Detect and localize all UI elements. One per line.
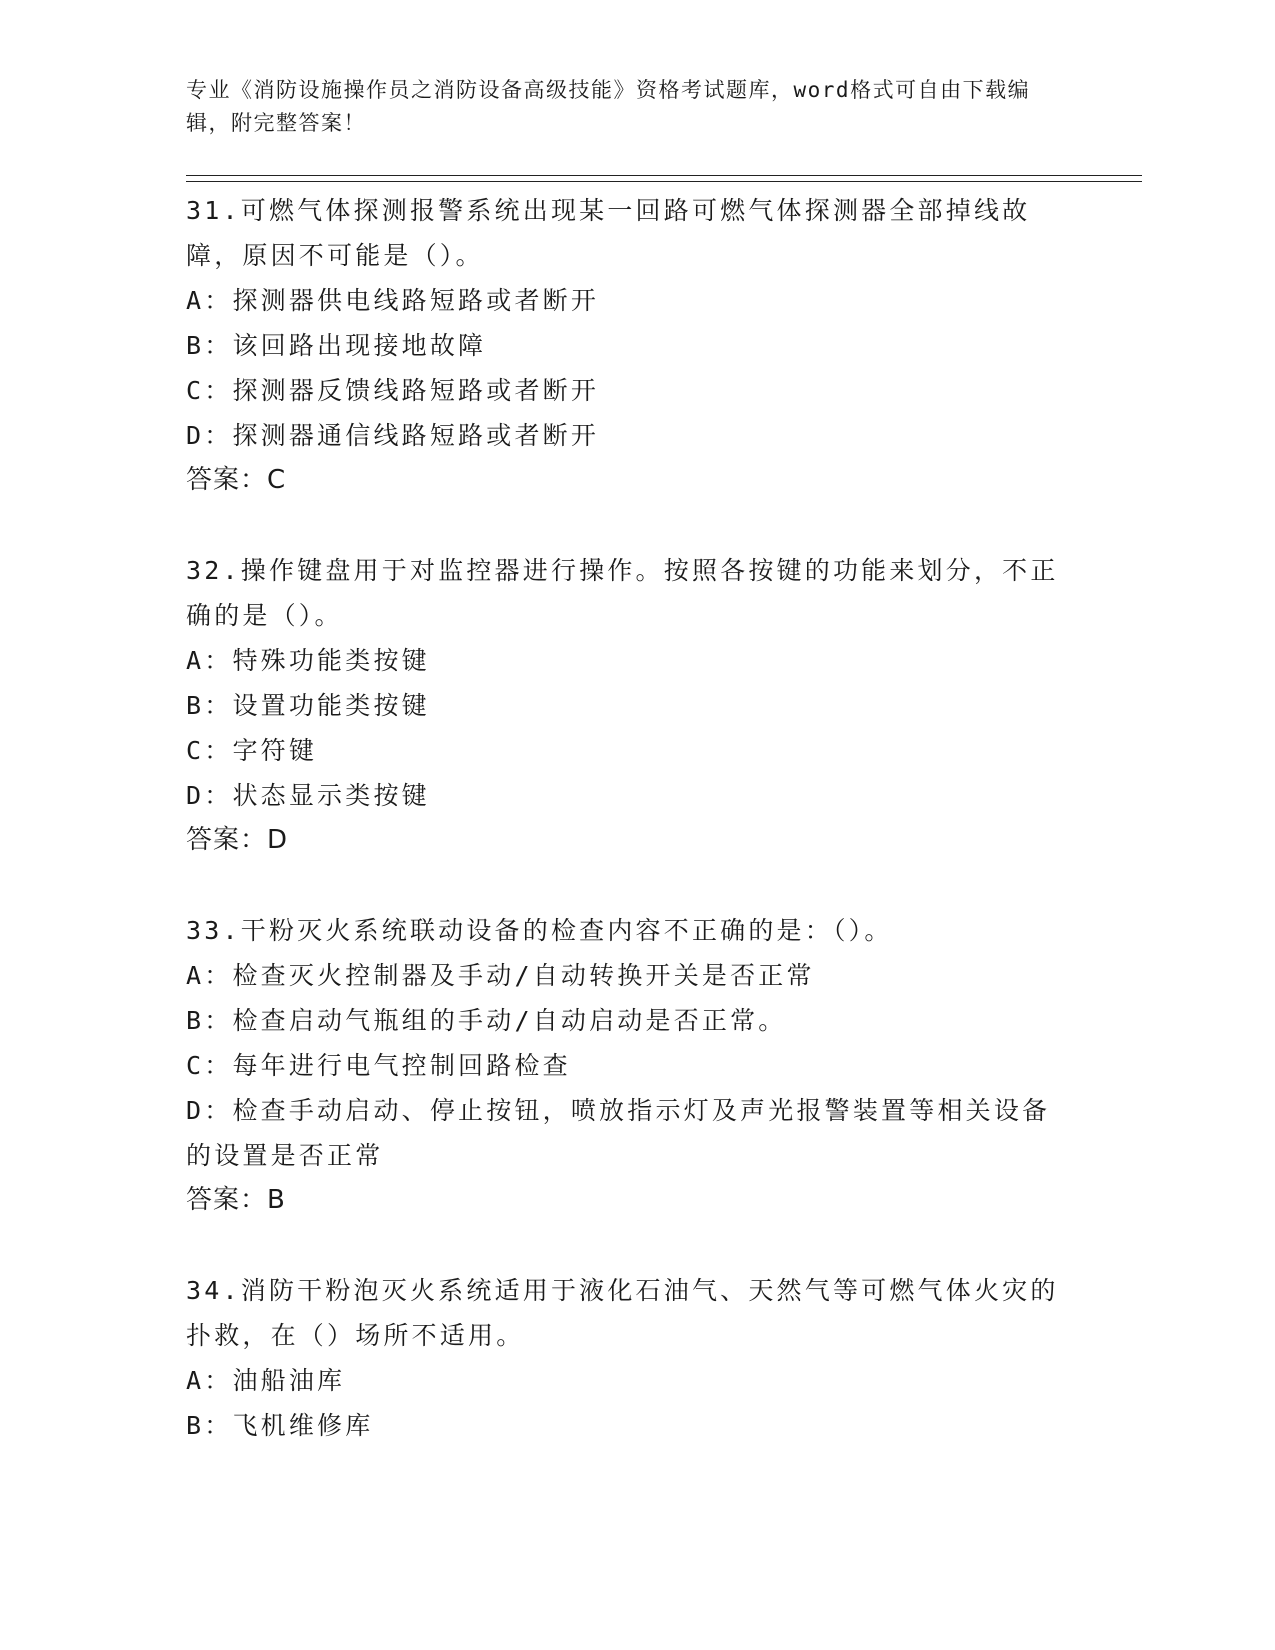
option-text: 检查启动气瓶组的手动/自动启动是否正常。 [232,1006,787,1035]
option-c [186,368,1066,413]
option-a [186,953,1066,998]
question-31 [186,188,1066,503]
option-key: C： [186,1051,233,1080]
option-text: 飞机维修库 [232,1411,374,1440]
option-d [186,773,1066,818]
option-text: 探测器供电线路短路或者断开 [232,286,600,315]
question-stem: 32.操作键盘用于对监控器进行操作。按照各按键的功能来划分，不正确的是（）。 [186,556,1059,630]
option-a [186,278,1066,323]
question-stem: 33.干粉灭火系统联动设备的检查内容不正确的是：（）。 [186,916,893,945]
question-34 [186,1268,1066,1448]
option-text: 检查灭火控制器及手动/自动转换开关是否正常 [232,961,815,990]
option-key: A： [186,961,233,990]
option-c [186,728,1066,773]
header-divider-top [186,175,1142,176]
option-key: B： [186,1006,233,1035]
option-key: B： [186,331,233,360]
option-key: B： [186,1411,233,1440]
question-stem: 31.可燃气体探测报警系统出现某一回路可燃气体探测器全部掉线故障，原因不可能是（）。 [186,196,1031,270]
option-key: D： [186,421,233,450]
option-text: 设置功能类按键 [232,691,430,720]
option-a [186,1358,1066,1403]
option-text: 检查手动启动、停止按钮，喷放指示灯及声光报警装置等相关设备的设置是否正常 [186,1096,1051,1170]
document-header: 专业《消防设施操作员之消防设备高级技能》资格考试题库，word格式可自由下载编辑，附完整答案！ [186,78,1031,135]
option-key: A： [186,1366,233,1395]
option-b [186,323,1066,368]
option-text: 探测器反馈线路短路或者断开 [232,376,600,405]
option-d [186,1088,1066,1178]
answer-line: 答案：D [186,825,289,855]
answer-line: 答案：C [186,465,287,495]
option-text: 探测器通信线路短路或者断开 [232,421,600,450]
question-33 [186,908,1066,1223]
option-key: A： [186,286,233,315]
option-text: 油船油库 [232,1366,346,1395]
option-c [186,1043,1066,1088]
answer-line: 答案：B [186,1185,286,1215]
option-d [186,413,1066,458]
option-text: 该回路出现接地故障 [232,331,487,360]
option-key: D： [186,1096,233,1125]
option-key: B： [186,691,233,720]
question-stem: 34.消防干粉泡灭火系统适用于液化石油气、天然气等可燃气体火灾的扑救，在（）场所不适用。 [186,1276,1059,1350]
option-key: D： [186,781,233,810]
option-b [186,683,1066,728]
option-b [186,1403,1066,1448]
document-page [186,0,1142,1650]
option-text: 每年进行电气控制回路检查 [232,1051,571,1080]
option-text: 字符键 [232,736,318,765]
option-a [186,638,1066,683]
option-key: A： [186,646,233,675]
header-divider-bottom [186,181,1142,182]
option-text: 状态显示类按键 [232,781,430,810]
option-key: C： [186,376,233,405]
question-list [186,188,1066,1448]
option-text: 特殊功能类按键 [232,646,430,675]
option-b [186,998,1066,1043]
question-32 [186,548,1066,863]
option-key: C： [186,736,233,765]
